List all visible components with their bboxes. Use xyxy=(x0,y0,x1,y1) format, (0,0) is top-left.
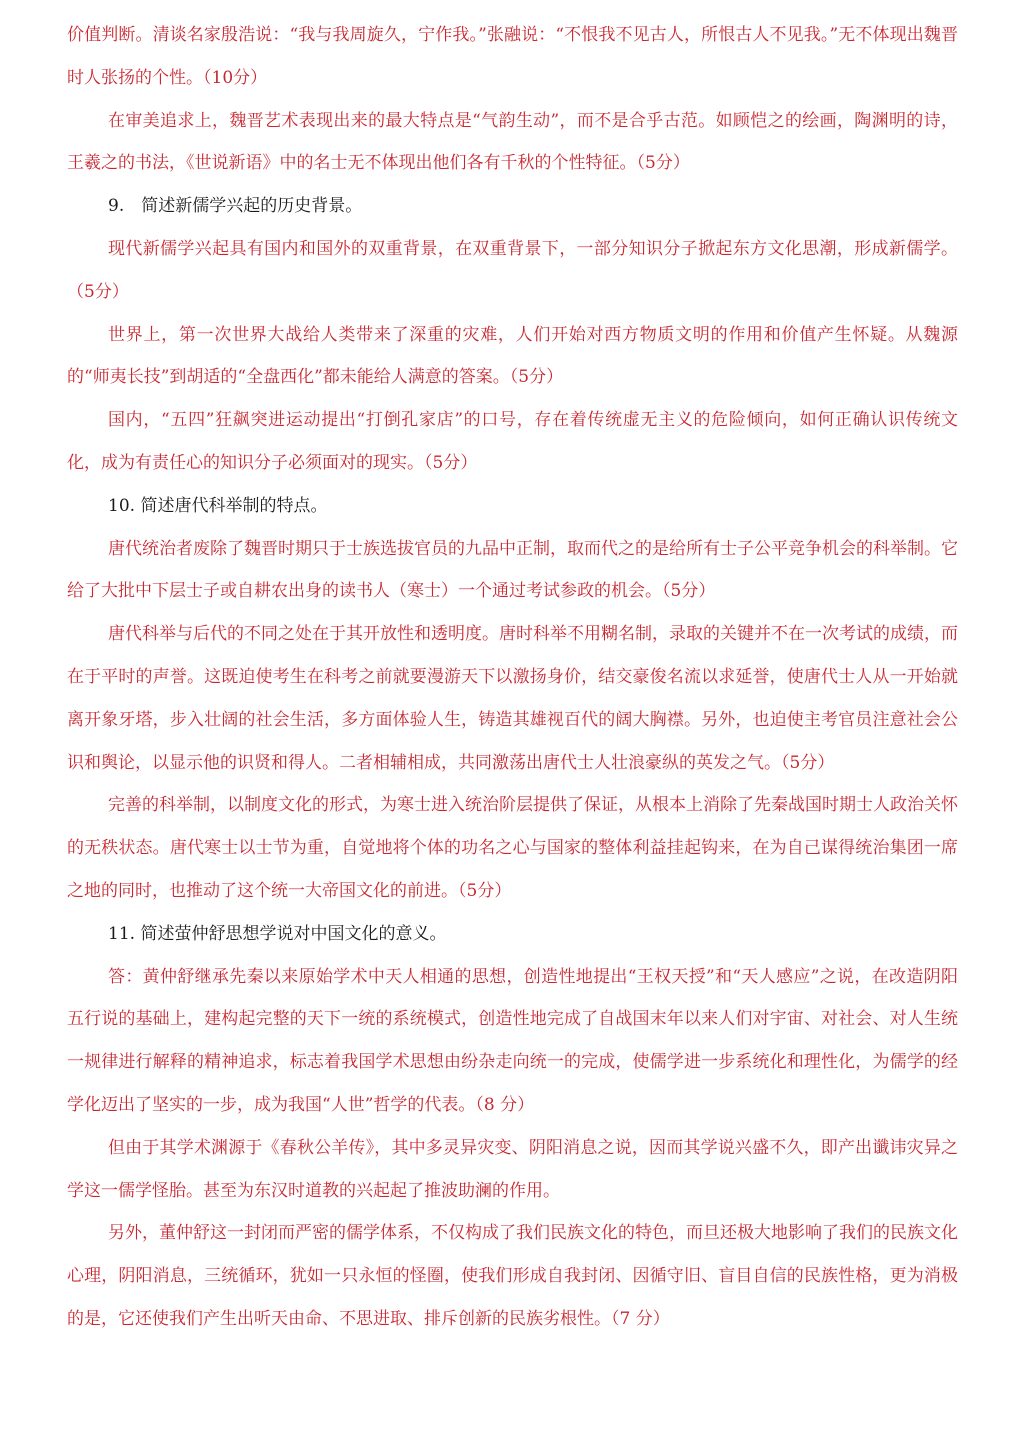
answer-9-paragraph-1: 现代新儒学兴起具有国内和国外的双重背景，在双重背景下，一部分知识分子掀起东方文化思潮，形成新儒学。（5分） xyxy=(67,238,958,302)
answer-9-paragraph-2: 世界上，第一次世界大战给人类带来了深重的灾难，人们开始对西方物质文明的作用和价值产生怀疑。从魏源的“师夷长技”到胡适的“全盘西化”都未能给人满意的答案。（5分） xyxy=(67,324,958,388)
answer-paragraph-8-continued: 价值判断。清谈名家殷浩说：“我与我周旋久，宁作我。”张融说：“不恨我不见古人，所恨古人不见我。”无不体现出魏晋时人张扬的个性。（10分） xyxy=(67,25,958,88)
question-9-heading: 9. 简述新儒学兴起的历史背景。 xyxy=(108,196,363,217)
answer-11-paragraph-3: 另外，董仲舒这一封闭而严密的儒学体系，不仅构成了我们民族文化的特色，而旦还极大地影响了我们的民族文化心理，阴阳消息，三统循环，犹如一只永恒的怪圈，使我们形成自我封闭、因循守旧、盲目自信的民族性格，更为消极的是，它还使我们产生出听天由命、不思进取、排斥创新的民族劣根性。（7 分） xyxy=(67,1223,958,1329)
question-10-heading: 10. 简述唐代科举制的特点。 xyxy=(108,495,328,516)
answer-11-paragraph-1: 答：黄仲舒继承先秦以来原始学术中天人相通的思想，创造性地提出“王权天授”和“天人感应”之说，在改造阴阳五行说的基础上，建构起完整的天下一统的系统模式，创造性地完成了自战国末年以来人们对宇宙、对社会、对人生统一规律进行解释的精神追求，标志着我国学术思想由纷杂走向统一的完成，使儒学进一步系统化和理性化，为儒学的经学化迈出了坚实的一步，成为我国“人世”哲学的代表。（8 分） xyxy=(67,966,958,1115)
answer-10-paragraph-1: 唐代统治者废除了魏晋时期只于士族选拔官员的九品中正制，取而代之的是给所有士子公平竞争机会的科举制。它给了大批中下层士子或自耕农出身的读书人（寒士）一个通过考试参政的机会。（5分） xyxy=(67,538,958,602)
answer-9-paragraph-3: 国内，“五四”狂飙突进运动提出“打倒孔家店”的口号，存在着传统虚无主义的危险倾向，如何正确认识传统文化，成为有责任心的知识分子必须面对的现实。（5分） xyxy=(67,410,958,473)
answer-11-paragraph-2: 但由于其学术渊源于《春秋公羊传》，其中多灵异灾变、阴阳消息之说，因而其学说兴盛不久，即产出谶讳灾异之学这一儒学怪胎。甚至为东汉时道教的兴起起了推波助澜的作用。 xyxy=(67,1137,958,1201)
answer-10-paragraph-2: 唐代科举与后代的不同之处在于其开放性和透明度。唐时科举不用糊名制，录取的关键并不在一次考试的成绩，而在于平时的声誉。这既迫使考生在科考之前就要漫游天下以激扬身价，结交豪俊名流以求延誉，使唐代士人从一开始就离开象牙塔，步入壮阔的社会生活，多方面体验人生，铸造其雄视百代的阔大胸襟。另外，也迫使主考官员注意社会公识和舆论，以显示他的识贤和得人。二者相辅相成，共同激荡出唐代士人壮浪豪纵的英发之气。（5分） xyxy=(67,624,958,773)
answer-10-paragraph-3: 完善的科举制，以制度文化的形式，为寒士进入统治阶层提供了保证，从根本上消除了先秦战国时期士人政治关怀的无秩状态。唐代寒士以士节为重，自觉地将个体的功名之心与国家的整体利益挂起钩来，在为自己谋得统治集团一席之地的同时，也推动了这个统一大帝国文化的前进。（5分） xyxy=(67,795,958,901)
question-11-heading: 11. 简述萤仲舒思想学说对中国文化的意义。 xyxy=(108,923,447,944)
answer-paragraph-8-aesthetics: 在审美追求上，魏晋艺术表现出来的最大特点是“气韵生动”，而不是合乎古范。如顾恺之的绘画，陶渊明的诗，王羲之的书法，《世说新语》中的名士无不体现出他们各有千秋的个性特征。（5分） xyxy=(67,110,958,174)
